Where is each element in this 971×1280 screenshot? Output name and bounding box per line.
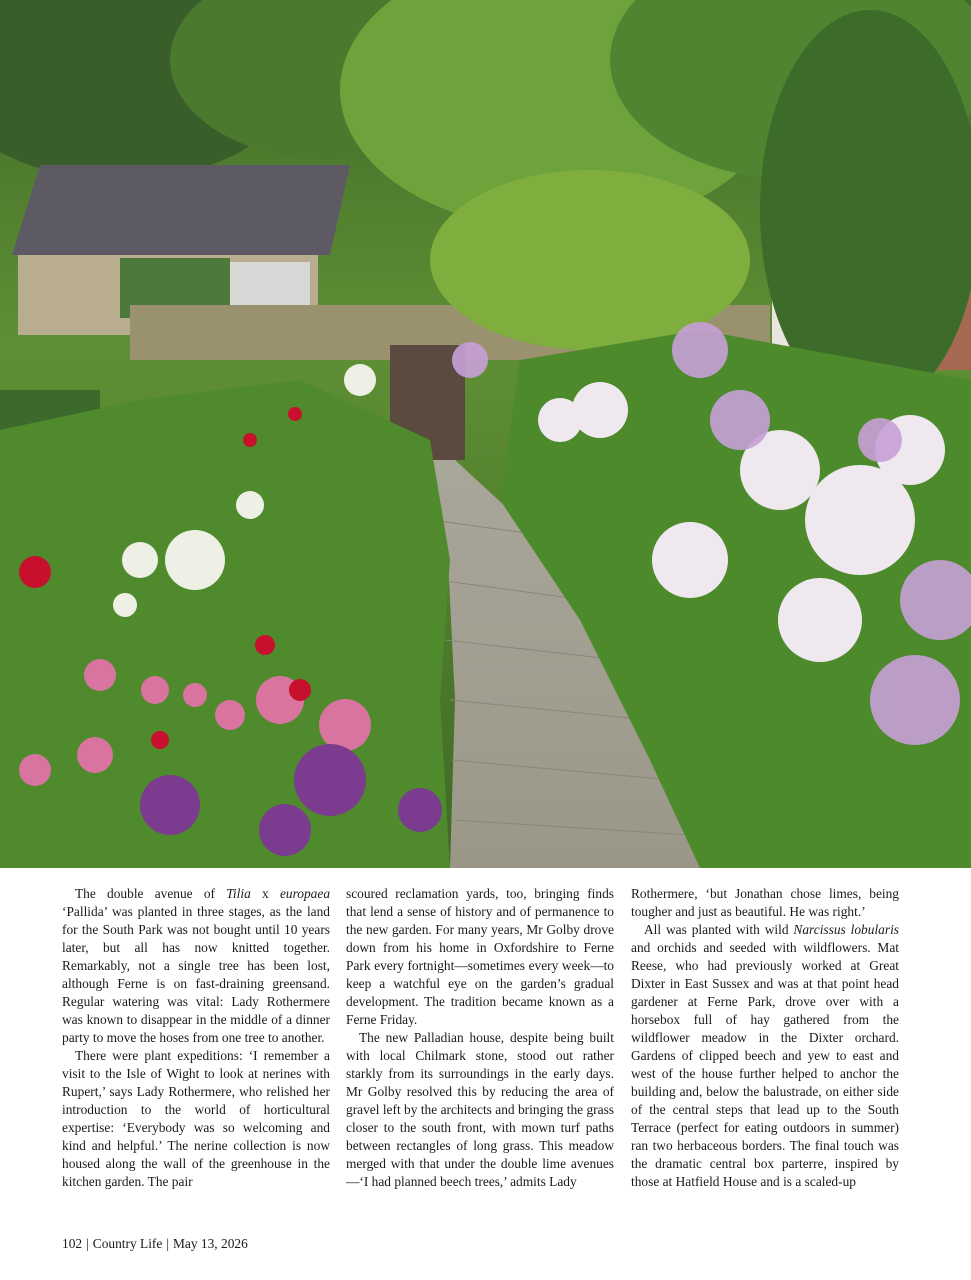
paragraph: scoured reclamation yards, too, bringing finds that lend a sense of history and of permanence to the new garden. For many years, Mr Golby drove down from his home in Oxfordshire to Ferne Park every fortnight—sometimes every week—to keep a watchful eye on the garden’s gradual development. The tradition became known as a Ferne Friday. — [346, 886, 614, 1027]
page-footer — [62, 1236, 248, 1252]
issue-date: May 13, 2026 — [173, 1236, 248, 1251]
paragraph: There were plant expeditions: ‘I remember a visit to the Isle of Wight to look at nerines with Rupert,’ says Lady Rothermere, who relished her introduction to the world of horticultural expertise: ‘Everybody was so welcoming and kind and helpful.’ The nerine collection is now housed along the wall of the greenhouse in the kitchen garden. The pair — [62, 1048, 330, 1189]
paragraph: All was planted with wild Narcissus lobularis and orchids and seeded with wildflowers. Mat Reese, who had previously worked at Great Dixter in East Sussex and was at that point head gardener at Ferne Park, drove over with a horsebox full of hay gathered from the wildflower meadow in the Dixter orchard. Gardens of clipped beech and yew to east and west of the house further helped to anchor the building and, below the balustrade, on either side of the central steps that lead up to the South Terrace (perfect for eating outdoors in summer) ran two herbaceous borders. The final touch was the dramatic central box parterre, inspired by those at Hatfield House and is a scaled-up — [631, 922, 900, 1189]
separator: | — [166, 1236, 170, 1251]
article-column-1 — [62, 885, 330, 1191]
article-column-2 — [346, 885, 614, 1191]
article-column-3 — [631, 885, 899, 1191]
page-number: 102 — [62, 1236, 83, 1251]
paragraph: The new Palladian house, despite being built with local Chilmark stone, stood out rather starkly from its surroundings in the early days. Mr Golby resolved this by reducing the area of gravel left by the architects and bringing the grass closer to the south front, with mown turf paths between rectangles of long grass. This meadow merged with that under the double lime avenues—‘I had planned beech trees,’ admits Lady — [346, 1030, 614, 1189]
separator: | — [86, 1236, 89, 1251]
paragraph: Rothermere, ‘but Jonathan chose limes, being tougher and just as beautiful. He was right.’ — [631, 886, 899, 919]
magazine-name: Country Life — [92, 1236, 163, 1251]
article-body — [62, 885, 910, 1215]
paragraph: The double avenue of Tilia x europaea ‘Pallida’ was planted in three stages, as the land for the South Park was not bought until 10 years later, but all has now knitted together. Remarkably, not a single tree has been lost, although Ferne is on fast-draining greensand. Regular watering was vital: Lady Rothermere was known to disappear in the middle of a dinner party to move the hoses from one tree to another. — [62, 886, 331, 1045]
